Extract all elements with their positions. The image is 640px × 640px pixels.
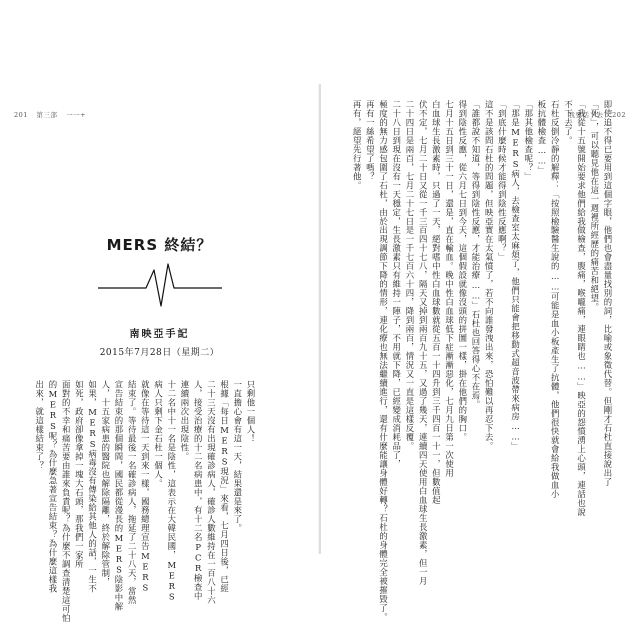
text-line: 「那其他檢查呢？」 bbox=[523, 100, 534, 181]
text-line: 不下去了。 bbox=[563, 100, 574, 145]
text-line: 十二名中十一名是陰性，這表示在大韓民國，MERS bbox=[166, 380, 177, 603]
text-line: 「那是MERS病人，去檢查室太麻煩了，他們只能會把移動式超音波帶來病房……」 bbox=[510, 100, 521, 452]
text-line: 得到陰性反應，從六月七日到今天，這個假設就像沒頭的拼圖一樣，掛在他們的胸口。 bbox=[457, 100, 468, 442]
left-running-header bbox=[14, 110, 92, 119]
text-line: 二十八日到現在沒有一天穩定，生長激素只有維持一陣子，不用就下降，已經變成消耗品了， bbox=[391, 100, 402, 469]
text-line: 宣告結束的那個瞬間，國民都從漫長的MERS陰影中解 bbox=[113, 380, 124, 612]
text-line: 石杜反倒冷靜的解釋：「按照檢驗醫生說的……可能是血小板產生了抗體，他們很快就會給我做血小 bbox=[550, 100, 561, 499]
text-line: 二十四日是兩百，七月二十七日是一千七百六十四，降到兩百，情況又一直是這樣反覆。 bbox=[404, 100, 415, 451]
text-line: 連續兩次出現陰性。 bbox=[179, 380, 190, 461]
text-line: 白血球生長激素時，只過了一天，絕對嗜中性白血球數就從五百一十四升到三千四百一十一，但數值起 bbox=[431, 100, 442, 505]
text-line: 結束了。等待最後一名確診病人，拖延了二十八天，當然 bbox=[127, 380, 138, 605]
text-line: 極度的無力感包圍了石杜，由於出現調節下降的情形，連化療也無法繼續進行，還有什麼能讓身體好轉？石杜的身體完全被摧毀了。 bbox=[378, 100, 389, 622]
text-line: 即使追不得已要用到這個字眼，他們也會盡量找別的詞，比喻或象徵代替。但剛才石杜直接說出了 bbox=[603, 100, 613, 487]
book-spread bbox=[0, 84, 640, 623]
text-line: 七月十五日到三十一日，還是，直在輸血。晚中性白血球低下症漸漸惡化，七月九日第一次使用 bbox=[444, 100, 455, 478]
right-page-number: 202 bbox=[612, 111, 626, 119]
text-line: 「我從十五號開始要求他們給我做檢查，腹痛，喉嚨痛，連眼睛也……」映亞的怨憤湧上心頭，連話也說 bbox=[576, 100, 587, 517]
text-line: 板抗體檢查……」 bbox=[536, 100, 547, 176]
text-line: 出來，就這樣結束了？ bbox=[34, 380, 45, 470]
text-line: 再有一絲希望了嗎？ bbox=[365, 100, 376, 181]
text-line: 二十三天沒有出現確診病人，確診人數維持在一百八十六 bbox=[206, 380, 217, 605]
chapter-title: MERS 終結？ bbox=[106, 236, 213, 254]
text-line: 就像在等待這一天到來一樣，國務總理宣告MERS bbox=[140, 380, 151, 594]
text-line: 人，接受治療的十二名病患中，有十二名PCR檢查中 bbox=[193, 380, 204, 601]
heartbeat-line-icon bbox=[98, 262, 222, 308]
left-page bbox=[0, 84, 319, 623]
text-line: 再有，絕望先行著他。 bbox=[352, 100, 363, 190]
text-line: 「死」，可以聽見他在這一週裡所經歷的痛苦和絕望。 bbox=[589, 100, 600, 312]
text-line: 「到底什麼時候才能得到陰性反應啊？」 bbox=[497, 100, 508, 262]
text-line: 伏不定，七月二十日又從一千三百四十七八，隔天又掉到兩百九十五，又過了幾天，連續四天使用白血球生長激素，但一月 bbox=[418, 100, 429, 586]
right-book-title: 我要活下去 bbox=[568, 111, 604, 119]
text-line: 「誰都說不知道，等得到陰性反應，才能治療……」石杜也回答得心不在焉。 bbox=[470, 100, 481, 409]
text-line: 根據「每日MERS現況」來看，七月四日後，已經 bbox=[219, 380, 230, 594]
text-line: 的MERS呢？為什麼急著宣告結束？為什麼這樣我 bbox=[47, 380, 58, 594]
right-page bbox=[321, 84, 640, 622]
chapter-subtitle: 南映亞手記 bbox=[129, 329, 190, 340]
text-line: 這不是該問石杜的問題，但映亞實在太氣憤了，若不向誰發洩出來，恐怕難以再忍下去。 bbox=[484, 100, 495, 451]
text-line: 只剩他一個人！ bbox=[246, 380, 256, 443]
text-line: 一直擔心會有這一天，結果還是來了。 bbox=[232, 380, 243, 533]
left-part-label: 第三部 bbox=[36, 111, 58, 119]
left-page-number: 201 bbox=[14, 111, 28, 119]
text-line: 病人只剩下金石杜一個人。 bbox=[153, 380, 164, 488]
right-body-text bbox=[350, 100, 614, 622]
text-line: 如果，MERS病毒沒有傳染給其他人的話，一生不 bbox=[87, 380, 98, 594]
left-header-marks: 一一+ bbox=[66, 111, 87, 119]
text-line: 如死，政府卻像拿掉一塊大石頭，那我們一家所 bbox=[74, 380, 85, 569]
chapter-date: 2015年7月28日（星期二） bbox=[99, 348, 220, 358]
text-line: 面對的不幸和痛苦要由誰來負責呢？為什麼不調查清楚這可怕 bbox=[61, 380, 72, 623]
text-line: 人，十五家病患的醫院也解除隔離，終於解除管制， bbox=[100, 380, 111, 587]
left-body-text bbox=[33, 380, 257, 630]
